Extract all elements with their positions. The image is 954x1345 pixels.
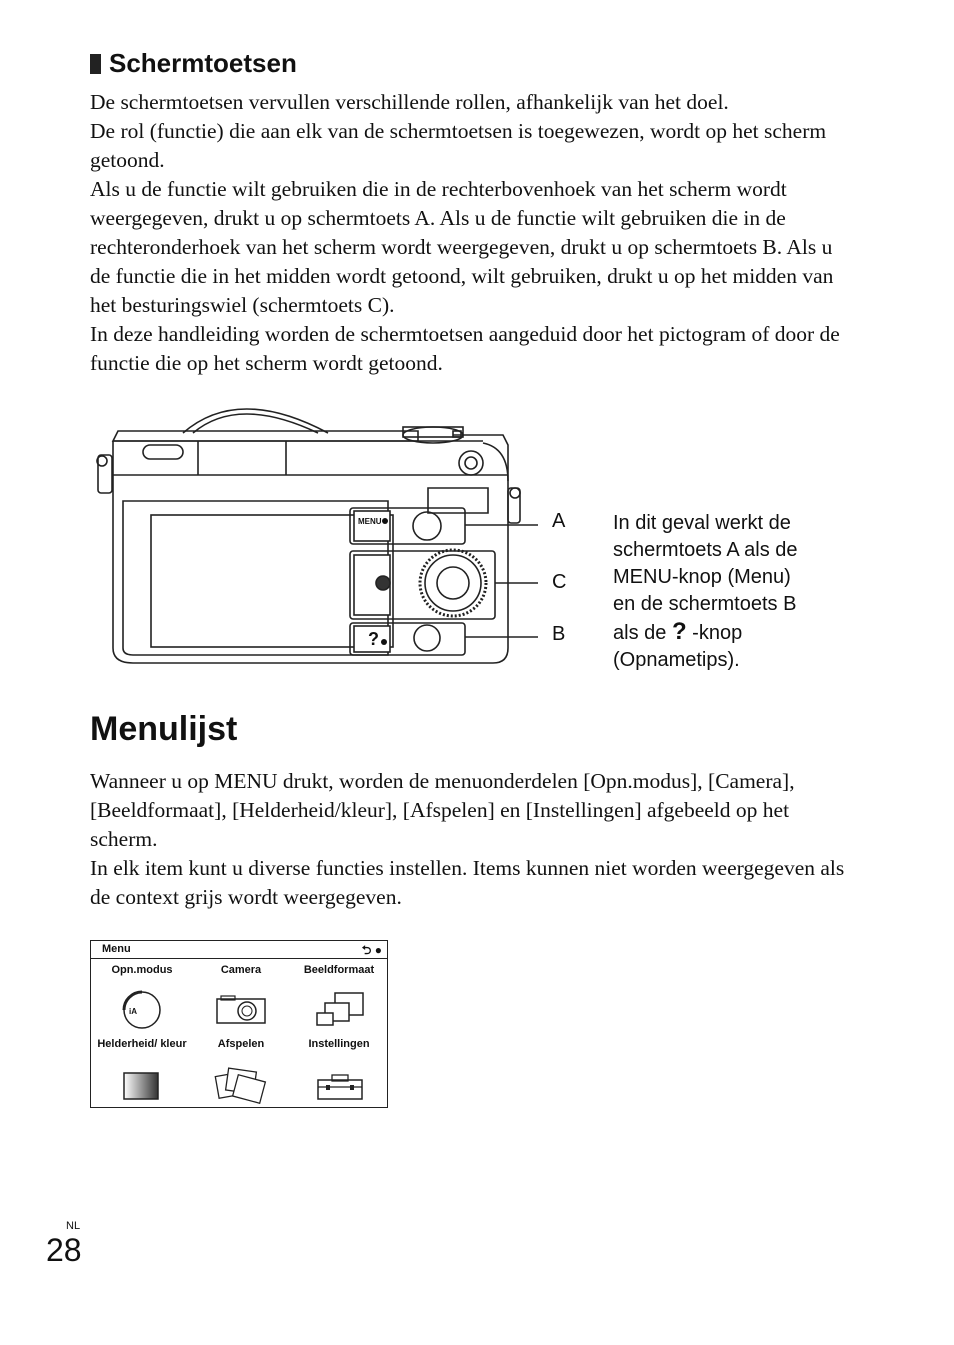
mode-dial-icon (121, 989, 163, 1031)
callout-a: A (552, 510, 566, 532)
brightness-icon (122, 1071, 160, 1101)
note-text: als de (613, 622, 667, 644)
help-softkey-dot-icon (381, 639, 387, 645)
intro-text (90, 88, 850, 378)
note-text: -knop (692, 622, 743, 644)
menulijst-text (90, 767, 850, 912)
intro-paragraph: Als u de functie wilt gebruiken die in de rechterbovenhoek van het scherm wordt weergegeven, drukt u op schermtoets A. Als u de functie wilt gebruiken die in de rechteronderhoek van het scherm wordt weergegeven, drukt u op schermtoets B. Als u de functie die in het midden wordt getoond, wilt gebruiken, drukt u op het midden van het besturingswiel (schermtoets C). (90, 177, 834, 317)
intro-paragraph: De schermtoetsen vervullen verschillende rollen, afhankelijk van het doel. (90, 90, 729, 114)
page-number: 28 (46, 1232, 82, 1268)
softkey-note (613, 510, 853, 674)
menulijst-paragraph: In elk item kunt u diverse functies instellen. Items kunnen niet worden weergegeven als de context grijs wordt weergegeven. (90, 856, 845, 909)
menu-item-beeldformaat: Beeldformaat (303, 964, 375, 976)
note-line: MENU-knop (Menu) (613, 566, 791, 588)
menulijst-paragraph: Wanneer u op MENU drukt, worden de menuonderdelen [Opn.modus], [Camera], [Beeldformaat], [Helderheid/kleur], [Afspelen] en [Instellingen] afgebeeld op het scherm. (90, 769, 795, 851)
note-line: In dit geval werkt de (613, 512, 791, 534)
menu-item-afspelen: Afspelen (217, 1038, 265, 1050)
note-line: en de schermtoets B (613, 593, 797, 615)
menulijst-title: Menulijst (90, 710, 238, 748)
help-question-icon: ? (671, 618, 687, 645)
menu-item-camera: Camera (220, 964, 262, 976)
menu-softkey-dot-icon (382, 518, 388, 524)
intro-paragraph: De rol (functie) die aan elk van de schermtoetsen is toegewezen, wordt op het scherm getoond. (90, 119, 827, 172)
section-title: Schermtoetsen (109, 48, 297, 78)
mode-icon-text: iA (129, 1007, 137, 1016)
help-softkey-label: ? (368, 629, 379, 649)
camera-icon (215, 995, 267, 1025)
section-heading (90, 48, 297, 79)
note-line: (Opnametips). (613, 649, 740, 671)
menu-bar (91, 941, 387, 959)
callout-b: B (552, 623, 566, 645)
toolbox-icon (316, 1073, 364, 1101)
intro-paragraph: In deze handleiding worden de schermtoetsen aangeduid door het pictogram of door de functie die op het scherm wordt getoond. (90, 322, 840, 375)
menu-item-helderheid-kleur: Helderheid/ kleur (97, 1038, 187, 1050)
menu-item-opn-modus: Opn.modus (111, 964, 173, 976)
note-line: schermtoets A als de (613, 539, 798, 561)
note-line (613, 618, 853, 647)
camera-back-illustration (88, 393, 538, 678)
callout-c: C (552, 571, 567, 593)
menu-softkey-label: MENU (358, 517, 382, 526)
menu-title: Menu (102, 943, 131, 955)
return-icon: ⮌ ● (361, 943, 382, 957)
menu-screen-illustration (90, 940, 388, 1108)
image-size-icon (315, 991, 365, 1027)
playback-icon (213, 1066, 269, 1104)
section-marker-icon (90, 54, 101, 74)
language-code: NL (66, 1220, 81, 1232)
menu-item-instellingen: Instellingen (308, 1038, 370, 1050)
